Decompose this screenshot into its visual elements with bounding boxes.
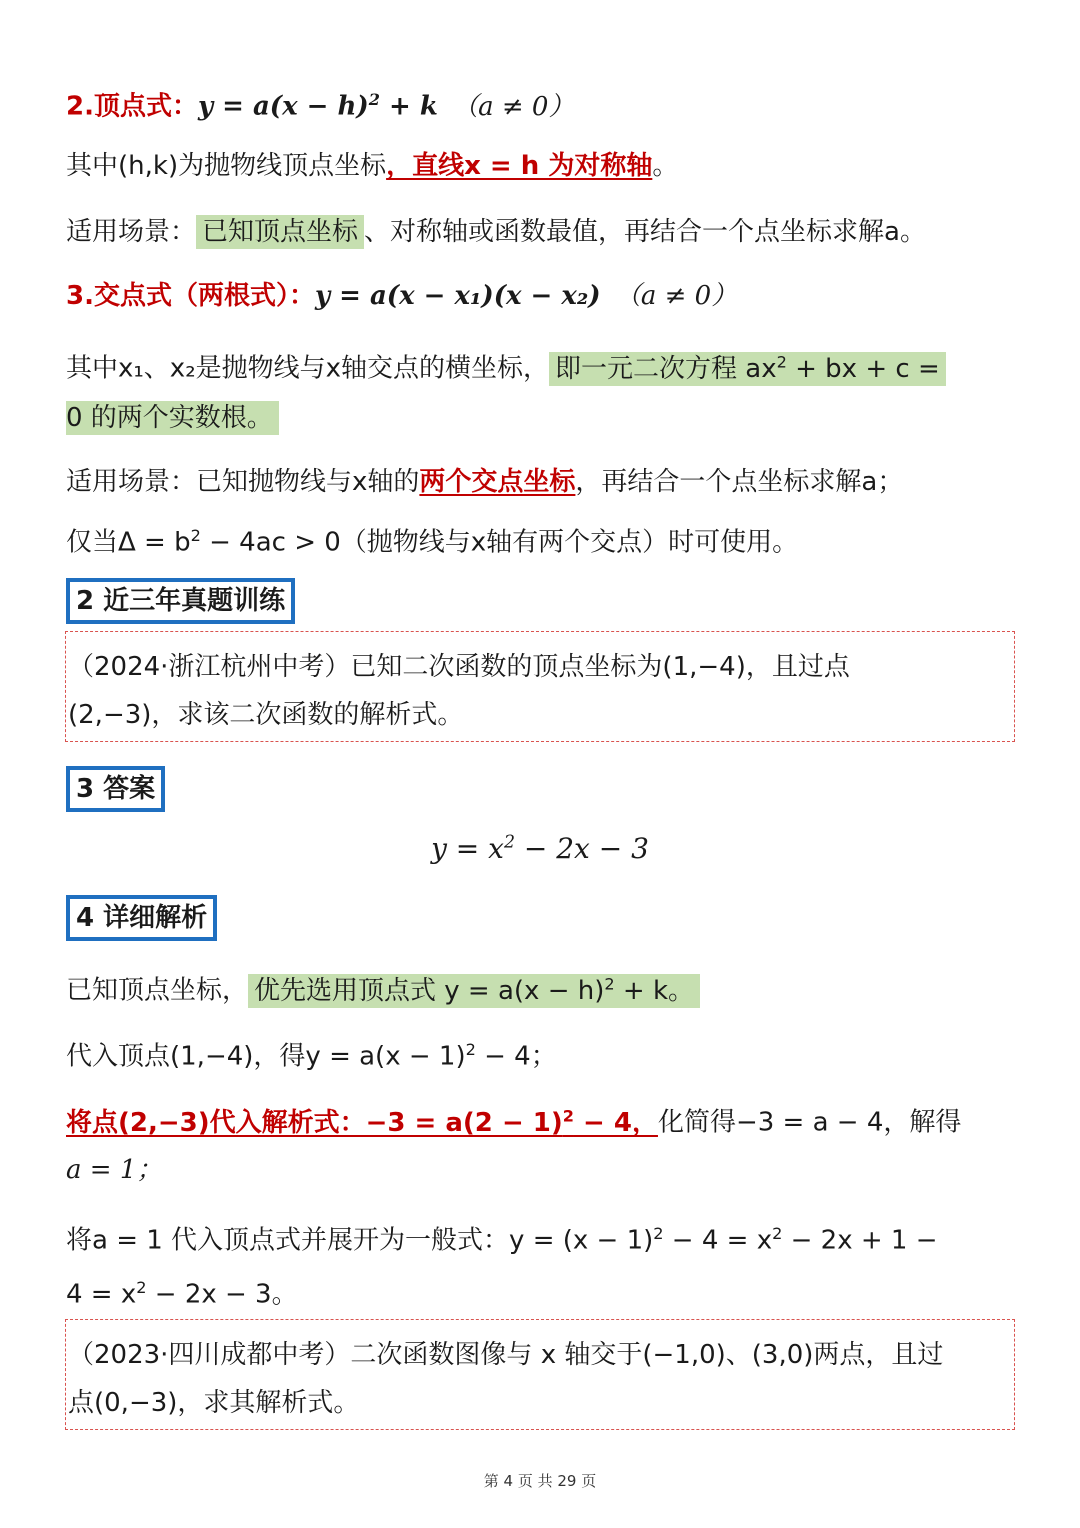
- question-2023-line1: （2023·四川成都中考）二次函数图像与 x 轴交于(−1,0)、(3,0)两点，且过: [68, 1340, 944, 1370]
- intercept-form-title-line: [66, 276, 737, 316]
- page-footer: 第 4 页 共 29 页: [483, 1472, 597, 1490]
- intercept-form-explanation-cont: [66, 398, 279, 438]
- question-box-2024: [65, 631, 1015, 742]
- highlight-quadratic-equation: 即一元二次方程 $ax^2$ + bx + c =: [549, 352, 946, 386]
- intercept-form-formula: y = a(x − x₁)(x − x₂): [314, 281, 601, 311]
- symmetry-axis-note: ，直线x = h 为对称轴: [386, 151, 653, 181]
- analysis-step-3-result: a = 1；: [66, 1155, 163, 1185]
- intercept-form-explanation: 其中x₁、x₂是抛物线与x轴交点的横坐标， 即一元二次方程 $ax^2$ + bx + c =: [66, 342, 946, 389]
- analysis-step-3: 将点(2,−3)代入解析式：$-3 = a(2 - 1)^2 - 4$，化简得−3 = a − 4，解得: [66, 1106, 962, 1138]
- highlight-known-vertex: 已知顶点坐标: [196, 215, 364, 249]
- analysis-step-4: 将a = 1 代入顶点式并展开为一般式：$y = (x - 1)^2 - 4 = x^2 - 2x + 1$ −: [66, 1224, 938, 1256]
- vertex-form-formula: y = a(x − h): [197, 91, 369, 122]
- heading-answer: 3 答案: [66, 766, 165, 812]
- substitute-point-note: 将点(2,−3)代入解析式：$-3 = a(2 - 1)^2 - 4$，: [66, 1106, 658, 1138]
- vertex-form-condition: （a ≠ 0）: [452, 91, 575, 122]
- discriminant-condition: 仅当$\Delta = b^2 - 4ac > 0$（抛物线与x轴有两个交点）时可使用。: [66, 526, 799, 558]
- vertex-form-explanation: 其中(h,k)为抛物线顶点坐标，直线x = h 为对称轴。: [66, 151, 679, 181]
- question-2023-line2: 点(0,−3)，求其解析式。: [68, 1388, 360, 1418]
- vertex-form-title: 2.顶点式：: [66, 91, 198, 122]
- analysis-step-2: 代入顶点(1,−4)，得$y = a(x - 1)^2 - 4$；: [66, 1040, 557, 1072]
- analysis-step-4-cont: $4 = x^2 - 2x - 3$。: [66, 1278, 298, 1310]
- answer-formula: $y = x^2 - 2x - 3$: [431, 832, 649, 865]
- question-2024-line1: （2024·浙江杭州中考）已知二次函数的顶点坐标为(1,−4)，且过点: [68, 652, 850, 682]
- question-box-2023: [65, 1319, 1015, 1430]
- highlight-prefer-vertex-form: 优先选用顶点式 $y = a(x - h)^2 + k$。: [248, 974, 700, 1008]
- analysis-step-1: 已知顶点坐标， 优先选用顶点式 $y = a(x - h)^2 + k$。: [66, 964, 700, 1011]
- intercept-form-usage: 适用场景：已知抛物线与x轴的两个交点坐标，再结合一个点坐标求解a；: [66, 467, 904, 497]
- highlight-real-roots: 0 的两个实数根。: [66, 401, 279, 435]
- two-intersections-note: 两个交点坐标: [419, 467, 576, 497]
- heading-practice: 2 近三年真题训练: [66, 578, 295, 624]
- vertex-form-title-line: 2.顶点式：$y = a(x - h)^2 + k$ （a ≠ 0）: [66, 90, 575, 122]
- question-2024-line2: (2,−3)，求该二次函数的解析式。: [68, 700, 464, 730]
- intercept-form-condition: （a ≠ 0）: [614, 281, 738, 311]
- heading-analysis: 4 详细解析: [66, 895, 217, 941]
- intercept-form-title: 3.交点式（两根式）：: [66, 281, 315, 311]
- vertex-form-usage: 适用场景： 已知顶点坐标 、对称轴或函数最值，再结合一个点坐标求解a。: [66, 217, 926, 247]
